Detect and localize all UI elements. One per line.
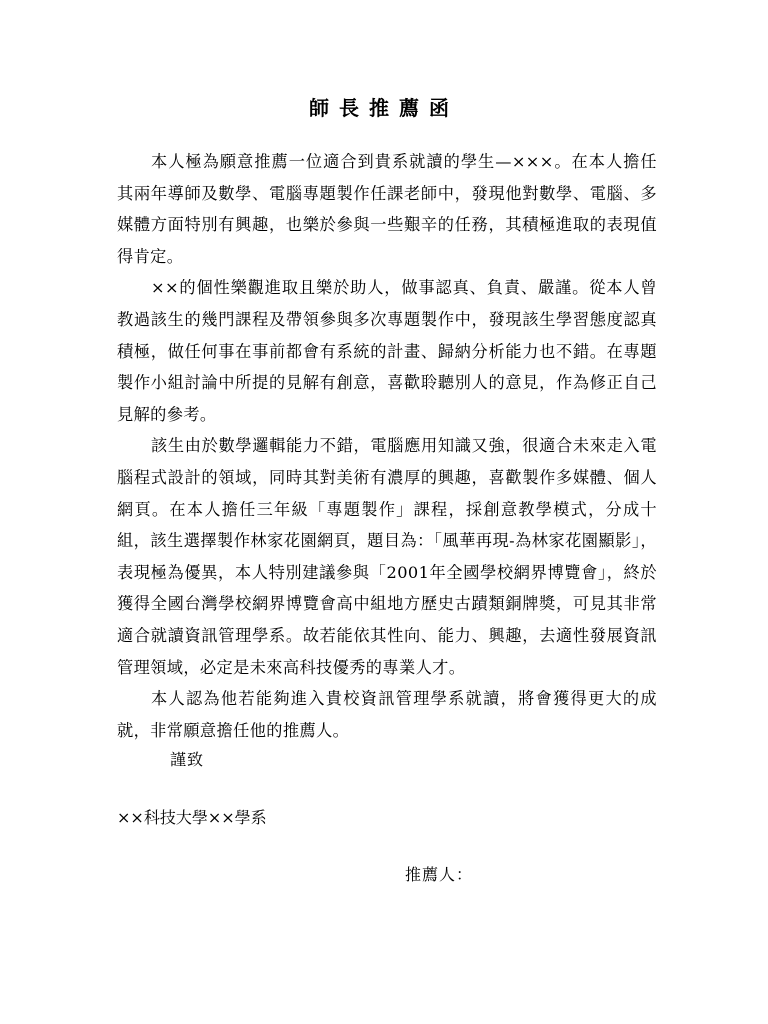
recipient-department: ××科技大學××學系	[117, 808, 267, 827]
closing-salutation: 謹致	[170, 750, 205, 769]
paragraph-personality: ××的個性樂觀進取且樂於助人，做事認真、負責、嚴謹。從本人曾教過該生的幾門課程及帶領參與多次專題製作中，發現該生學習態度認真積極，做任何事在事前都會有系統的計畫、歸納分析能力也不錯。在專題製作小組討論中所提的見解有創意，喜歡聆聽別人的意見，作為修正自己見解的參考。	[117, 278, 657, 424]
paragraph-introduction: 本人極為願意推薦一位適合到貴系就讀的學生—×××。在本人擔任其兩年導師及數學、電腦專題製作任課老師中，發現他對數學、電腦、多媒體方面特別有興趣，也樂於參與一些艱辛的任務，其積極進取的表現值得肯定。	[117, 152, 657, 266]
letter-body	[117, 146, 657, 746]
paragraph-achievements: 該生由於數學邏輯能力不錯，電腦應用知識又強，很適合未來走入電腦程式設計的領域，同時其對美術有濃厚的興趣，喜歡製作多媒體、個人網頁。在本人擔任三年級「專題製作」課程，採創意教學模式，分成十組，該生選擇製作林家花園網頁，題目為：「風華再現-為林家花園顯影」，表現極為優異，本人特別建議參與「2001年全國學校網界博覽會」，終於獲得全國台灣學校網界博覽會高中組地方歷史古蹟類銅牌獎，可見其非常適合就讀資訊管理學系。故若能依其性向、能力、興趣，去適性發展資訊管理領域，必定是未來高科技優秀的專業人才。	[117, 436, 657, 677]
paragraph-conclusion: 本人認為他若能夠進入貴校資訊管理學系就讀，將會獲得更大的成就，非常願意擔任他的推薦人。	[117, 689, 657, 740]
letter-title: 師長推薦函	[309, 96, 459, 120]
recommender-signature-label: 推薦人：	[405, 865, 474, 884]
